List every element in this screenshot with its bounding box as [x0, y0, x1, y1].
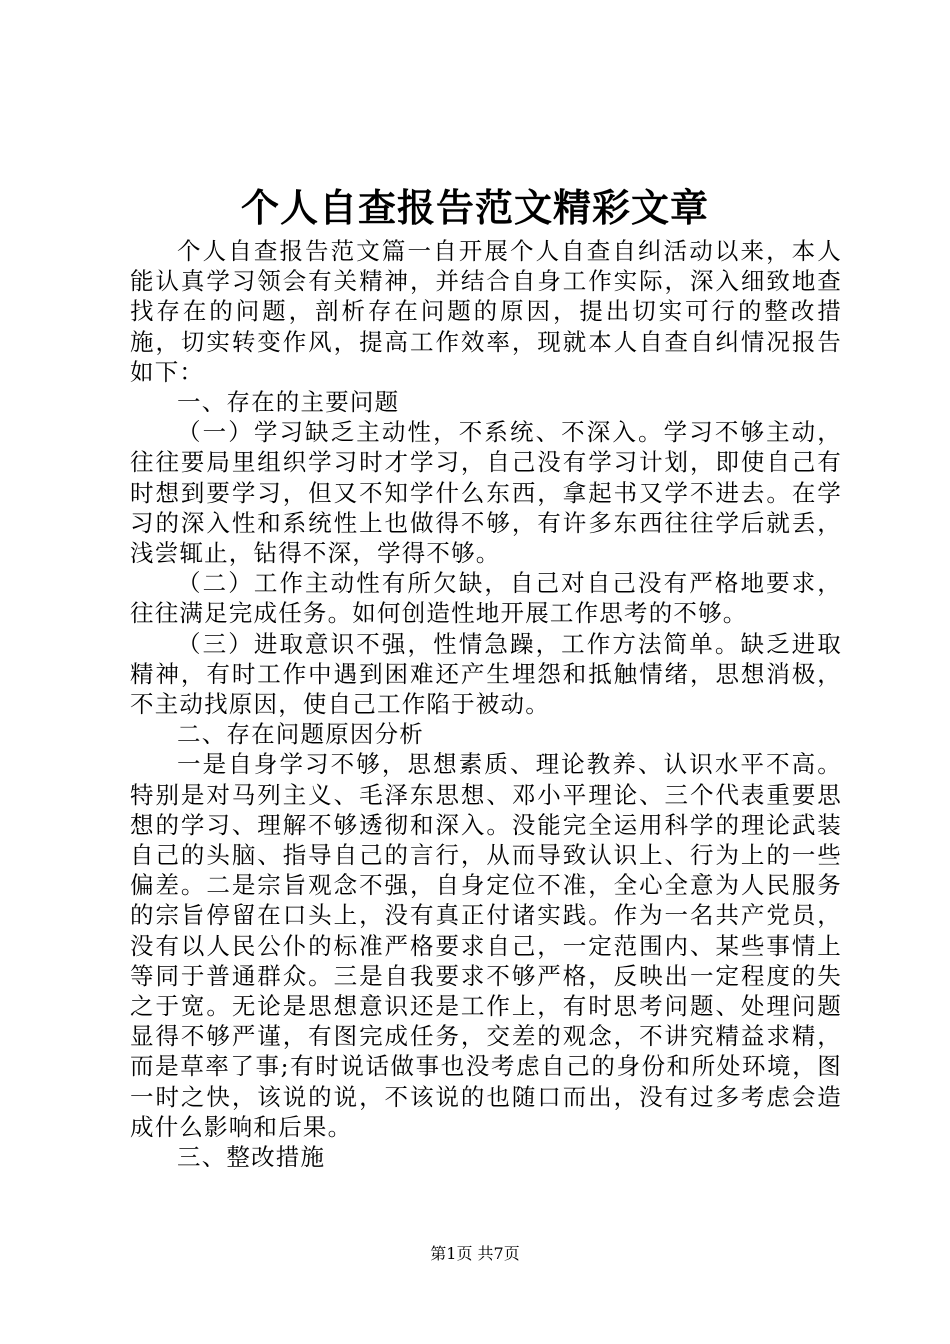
paragraph-intro: 个人自查报告范文篇一自开展个人自查自纠活动以来，本人能认真学习领会有关精神，并结合自身工作实际，深入细致地查找存在的问题，剖析存在问题的原因，提出切实可行的整改措施，切实转变作风，提高工作效率，现就本人自查自纠情况报告如下： [130, 237, 842, 386]
document-title: 个人自查报告范文精彩文章 [240, 185, 709, 230]
section-heading-3: 三、整改措施 [177, 1143, 326, 1172]
paragraph-problem-1: （一）学习缺乏主动性，不系统、不深入。学习不够主动，往往要局里组织学习时才学习，自己没有学习计划，即使自己有时想到要学习，但又不知学什么东西，拿起书又学不进去。在学习的深入性和系统性上也做得不够，有许多东西往往学后就丢，浅尝辄止，钻得不深，学得不够。 [130, 418, 842, 568]
paragraph-problem-2: （二）工作主动性有所欠缺，自己对自己没有严格地要求，往往满足完成任务。如何创造性地开展工作思考的不够。 [130, 569, 842, 628]
paragraph-problem-3: （三）进取意识不强，性情急躁，工作方法简单。缺乏进取精神，有时工作中遇到困难还产生埋怨和抵触情绪，思想消极，不主动找原因，使自己工作陷于被动。 [130, 629, 842, 719]
paragraph-cause-analysis: 一是自身学习不够，思想素质、理论教养、认识水平不高。特别是对马列主义、毛泽东思想、邓小平理论、三个代表重要思想的学习、理解不够透彻和深入。没能完全运用科学的理论武装自己的头脑、指导自己的言行，从而导致认识上、行为上的一些偏差。二是宗旨观念不强，自身定位不准，全心全意为人民服务的宗旨停留在口头上，没有真正付诸实践。作为一名共产党员，没有以人民公仆的标准严格要求自己，一定范围内、某些事情上等同于普通群众。三是自我要求不够严格，反映出一定程度的失之于宽。无论是思想意识还是工作上，有时思考问题、处理问题显得不够严谨，有图完成任务，交差的观念，不讲究精益求精，而是草率了事;有时说话做事也没考虑自己的身份和所处环境，图一时之快，该说的说，不该说的也随口而出，没有过多考虑会造成什么影响和后果。 [130, 750, 842, 1141]
section-heading-2: 二、存在问题原因分析 [177, 720, 424, 749]
section-heading-1: 一、存在的主要问题 [177, 388, 400, 417]
page-footer: 第1页 共7页 [430, 1244, 520, 1263]
document-body [130, 236, 842, 1172]
